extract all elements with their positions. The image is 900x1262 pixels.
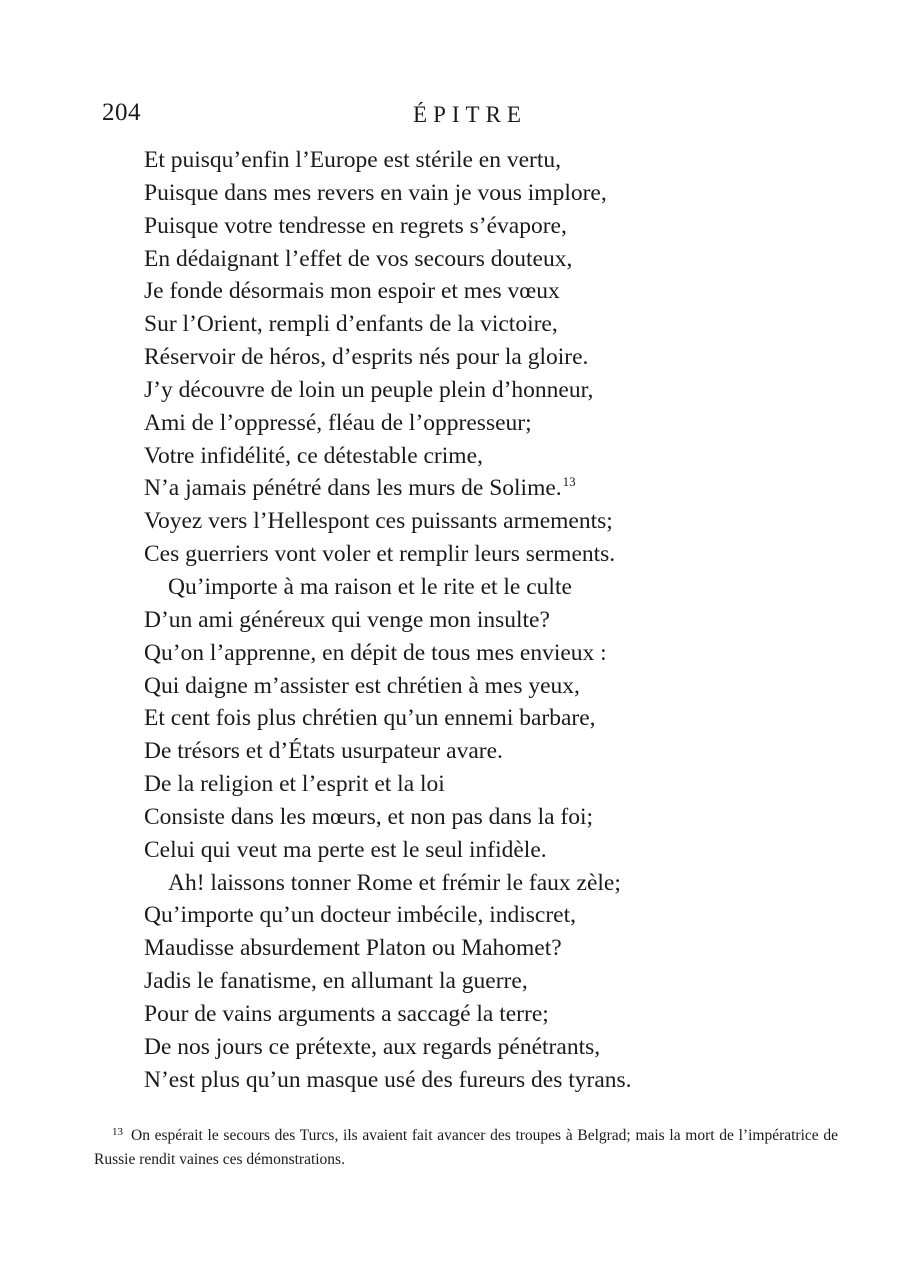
verse-line [144,210,864,243]
page-number: 204 [102,99,141,126]
verse-line [144,965,864,998]
verse-line [144,702,864,735]
verse-line [144,505,864,538]
verse-line [144,604,864,637]
verse-line [144,998,864,1031]
verse-text: Votre infidélité, ce détestable crime, [144,442,483,469]
verse-line [144,637,864,670]
verse-text: D’un ami généreux qui venge mon insulte? [144,606,550,633]
verse-line [144,1064,864,1097]
verse-line [144,407,864,440]
verse-line [144,177,864,210]
verse-line [144,867,864,900]
verse-text: N’a jamais pénétré dans les murs de Solime. [144,475,562,502]
verse-text: N’est plus qu’un masque usé des fureurs des tyrans. [144,1066,632,1093]
verse-line [144,670,864,703]
verse-text: De nos jours ce prétexte, aux regards pénétrants, [144,1033,601,1060]
verse-line [144,144,864,177]
footnote-marker: 13 [112,1126,123,1138]
verse-line [144,899,864,932]
verse-line [144,472,864,505]
verse-text: Maudisse absurdement Platon ou Mahomet? [144,935,562,962]
verse-line [144,735,864,768]
verse-text: Ah! laissons tonner Rome et frémir le faux zèle; [168,869,621,896]
footnote-reference: 13 [562,474,576,490]
verse-text: J’y découvre de loin un peuple plein d’honneur, [144,376,594,403]
verse-line [144,801,864,834]
verse-text: Sur l’Orient, rempli d’enfants de la victoire, [144,311,558,338]
verse-text: De la religion et l’esprit et la loi [144,771,445,798]
verse-text: Pour de vains arguments a saccagé la terre; [144,1000,549,1027]
verse-text: Réservoir de héros, d’esprits nés pour la gloire. [144,344,589,371]
verse-text: En dédaignant l’effet de vos secours douteux, [144,245,573,272]
verse-line [144,440,864,473]
verse-text: Qu’importe à ma raison et le rite et le culte [168,573,572,600]
poem [144,144,864,1096]
running-title: ÉPITRE [413,102,527,127]
verse-line [144,834,864,867]
verse-text: Consiste dans les mœurs, et non pas dans la foi; [144,803,594,830]
verse-line [144,275,864,308]
verse-line [144,374,864,407]
verse-text: Puisque votre tendresse en regrets s’évapore, [144,212,567,239]
verse-text: Qui daigne m’assister est chrétien à mes yeux, [144,672,580,699]
verse-text: Voyez vers l’Hellespont ces puissants armements; [144,508,613,535]
verse-line [144,1031,864,1064]
verse-text: Jadis le fanatisme, en allumant la guerre, [144,968,528,995]
verse-text: Puisque dans mes revers en vain je vous implore, [144,179,607,206]
footnote-text: On espérait le secours des Turcs, ils avaient fait avancer des troupes à Belgrad; mais la mort de l’impératrice de Russie rendit vaines ces démonstrations. [94,1127,838,1168]
verse-line [144,768,864,801]
verse-text: Ces guerriers vont voler et remplir leurs serments. [144,541,616,568]
verse-line [144,341,864,374]
verse-line [144,571,864,604]
verse-text: Celui qui veut ma perte est le seul infidèle. [144,836,547,863]
verse-text: Je fonde désormais mon espoir et mes vœux [144,278,560,305]
verse-text: Qu’on l’apprenne, en dépit de tous mes envieux : [144,639,607,666]
verse-line [144,538,864,571]
verse-text: De trésors et d’États usurpateur avare. [144,738,503,765]
verse-text: Et puisqu’enfin l’Europe est stérile en vertu, [144,147,561,173]
verse-line [144,932,864,965]
verse-text: Et cent fois plus chrétien qu’un ennemi barbare, [144,705,596,732]
verse-line [144,243,864,276]
footnote [94,1124,838,1172]
verse-line [144,308,864,341]
verse-text: Ami de l’oppressé, fléau de l’oppresseur; [144,409,532,436]
verse-text: Qu’importe qu’un docteur imbécile, indiscret, [144,902,577,929]
